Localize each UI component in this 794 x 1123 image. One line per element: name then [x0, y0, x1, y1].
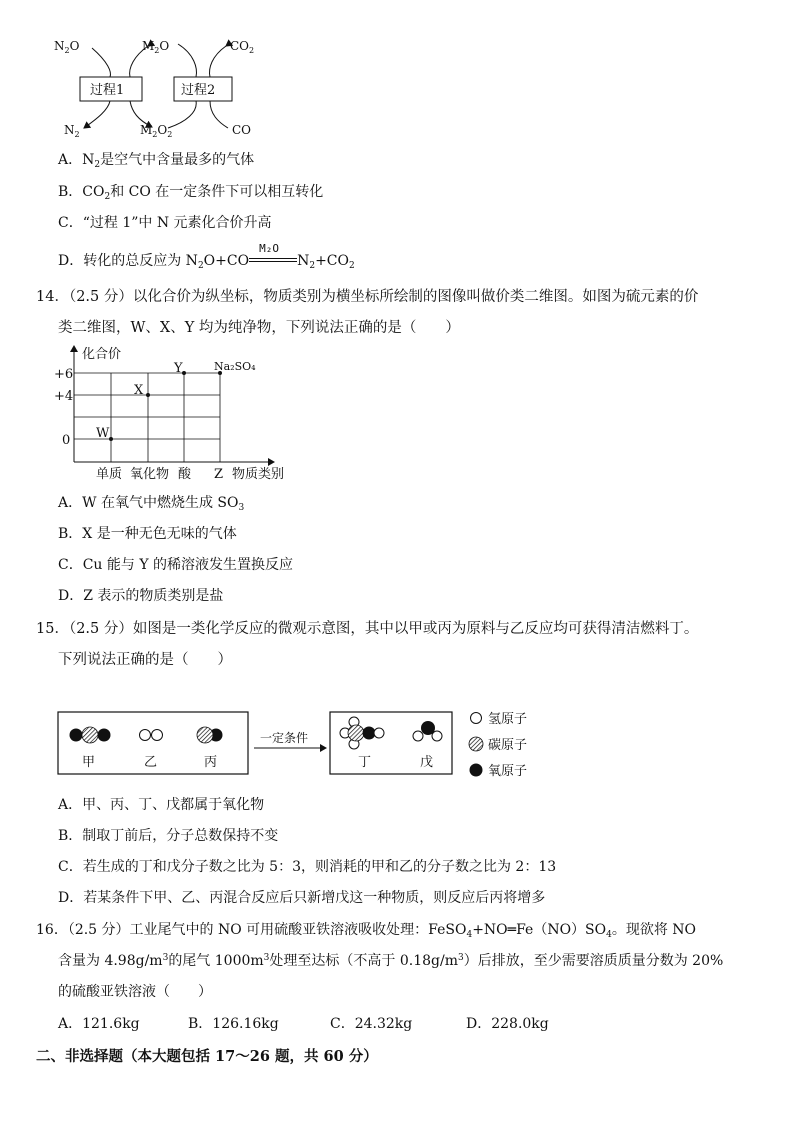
- section2-heading: 二、非选择题（本大题包括 17～26 题，共 60 分）: [36, 1048, 378, 1065]
- q14-option-d[interactable]: D．Z 表示的物质类别是盐: [58, 588, 224, 604]
- molecule-ding: [340, 717, 384, 749]
- molecule-yi: [140, 730, 163, 741]
- label-yi: 乙: [144, 755, 158, 770]
- q14-option-a[interactable]: A．W 在氧气中燃烧生成 $SO_3$: [58, 495, 245, 513]
- q13-option-b[interactable]: B．$CO_2$和 CO 在一定条件下可以相互转化: [58, 184, 324, 202]
- legend-c-symbol: [469, 737, 483, 751]
- molecule-bing: [197, 727, 223, 743]
- process1-label: 过程1: [90, 83, 125, 98]
- q13-option-a[interactable]: A．$N_2$是空气中含量最多的气体: [58, 152, 255, 170]
- svg-text:N2O: $N_2O$: [54, 39, 80, 55]
- q13-option-d[interactable]: D．转化的总反应为 $N_2O+CO$ M₂O $N_2+CO_2$: [58, 242, 355, 271]
- ytick-plus6: +6: [54, 367, 74, 382]
- svg-text:N2: $N_2$: [64, 123, 80, 139]
- ytick-plus4: +4: [54, 389, 74, 404]
- label-y: Y: [174, 361, 183, 376]
- q16-option-c[interactable]: C．24.32kg: [330, 1016, 413, 1032]
- point-x: [146, 393, 150, 397]
- n2o-label: N: [54, 39, 65, 53]
- q15-option-b[interactable]: B．制取丁前后，分子总数保持不变: [58, 828, 279, 844]
- q15-stem-line2: 下列说法正确的是（ ）: [58, 652, 232, 668]
- q15-option-a[interactable]: A．甲、丙、丁、戊都属于氧化物: [58, 797, 265, 813]
- point-w: [109, 437, 113, 441]
- molecule-wu: [413, 721, 442, 741]
- q16-option-a[interactable]: A．121.6kg: [58, 1016, 140, 1032]
- co-label: CO: [232, 123, 252, 137]
- q16-option-b[interactable]: B．126.16kg: [188, 1016, 279, 1032]
- label-bing: 丙: [204, 755, 218, 770]
- svg-text:M2O: $M_2O$: [142, 39, 170, 55]
- condition-label: 一定条件: [260, 731, 309, 745]
- xtick-oxide: 氧化物: [130, 467, 170, 482]
- q15-option-d[interactable]: D．若某条件下甲、乙、丙混合反应后只新增戊这一种物质，则反应后丙将增多: [58, 890, 546, 906]
- m2o2-label: M: [140, 123, 153, 137]
- label-wu: 戊: [420, 755, 434, 770]
- label-w: W: [96, 426, 110, 441]
- legend-h: 氢原子: [488, 712, 528, 727]
- y-axis-label: 化合价: [82, 347, 122, 362]
- q16-stem-line3: 的硫酸亚铁溶液（ ）: [58, 984, 212, 1000]
- m2o-label: M: [142, 39, 155, 53]
- co2-label: CO: [230, 39, 250, 53]
- svg-text:CO2: $CO_2$: [230, 39, 255, 55]
- q14-stem-line1: 14．（2.5 分）以化合价为纵坐标，物质类别为横坐标所绘制的图像叫做价类二维图。如图为硫元素的价: [36, 289, 699, 305]
- label-ding: 丁: [358, 755, 372, 770]
- q13-option-c[interactable]: C．“过程 1”中 N 元素化合价升高: [58, 215, 272, 231]
- xtick-elemental: 单质: [96, 467, 123, 482]
- q14-option-b[interactable]: B．X 是一种无色无味的气体: [58, 526, 237, 542]
- reaction-arrow: M₂O: [249, 255, 297, 265]
- svg-text:M2O2: $M_2O_2$: [140, 123, 173, 139]
- legend-o-symbol: [470, 764, 483, 777]
- ytick-zero: 0: [62, 433, 71, 448]
- legend-c: 碳原子: [488, 738, 528, 753]
- q16-stem-line2: 含量为 $4.98g/m^3$的尾气 $1000m^3$处理至达标（不高于 $0.18g/m^3$）后排放，至少需要溶质质量分数为 20%: [58, 953, 724, 969]
- legend-h-symbol: [471, 713, 482, 724]
- n2-label: N: [64, 123, 75, 137]
- q15-stem-line1: 15．（2.5 分）如图是一类化学反应的微观示意图，其中以甲或丙为原料与乙反应均可获得清洁燃料丁。: [36, 621, 699, 637]
- q16-stem-line1: 16．（2.5 分）工业尾气中的 NO 可用硫酸亚铁溶液吸收处理：$FeSO_4+NO═Fe(NO)SO_4$。现欲将 NO: [36, 922, 697, 940]
- label-x: X: [134, 383, 144, 398]
- q15-micro-diagram: [56, 700, 556, 785]
- label-na2so4: Na₂SO₄: [214, 360, 256, 373]
- point-y: [182, 371, 186, 375]
- q14-stem-line2: 类二维图，W、X、Y 均为纯净物，下列说法正确的是（ ）: [58, 320, 460, 336]
- process2-label: 过程2: [181, 83, 216, 98]
- q14-valence-chart: [50, 340, 310, 485]
- xtick-acid: 酸: [178, 467, 192, 482]
- molecule-jia: [70, 727, 111, 743]
- q14-option-c[interactable]: C．Cu 能与 Y 的稀溶液发生置换反应: [58, 557, 294, 573]
- x-axis-label: 物质类别: [232, 467, 285, 482]
- label-jia: 甲: [82, 755, 96, 770]
- q15-option-c[interactable]: C．若生成的丁和戊分子数之比为 5：3，则消耗的甲和乙的分子数之比为 2：13: [58, 859, 557, 875]
- q13-cycle-diagram: [40, 30, 280, 145]
- legend-o: 氧原子: [488, 764, 528, 779]
- xtick-z: Z: [214, 467, 224, 482]
- q16-option-d[interactable]: D．228.0kg: [466, 1016, 549, 1032]
